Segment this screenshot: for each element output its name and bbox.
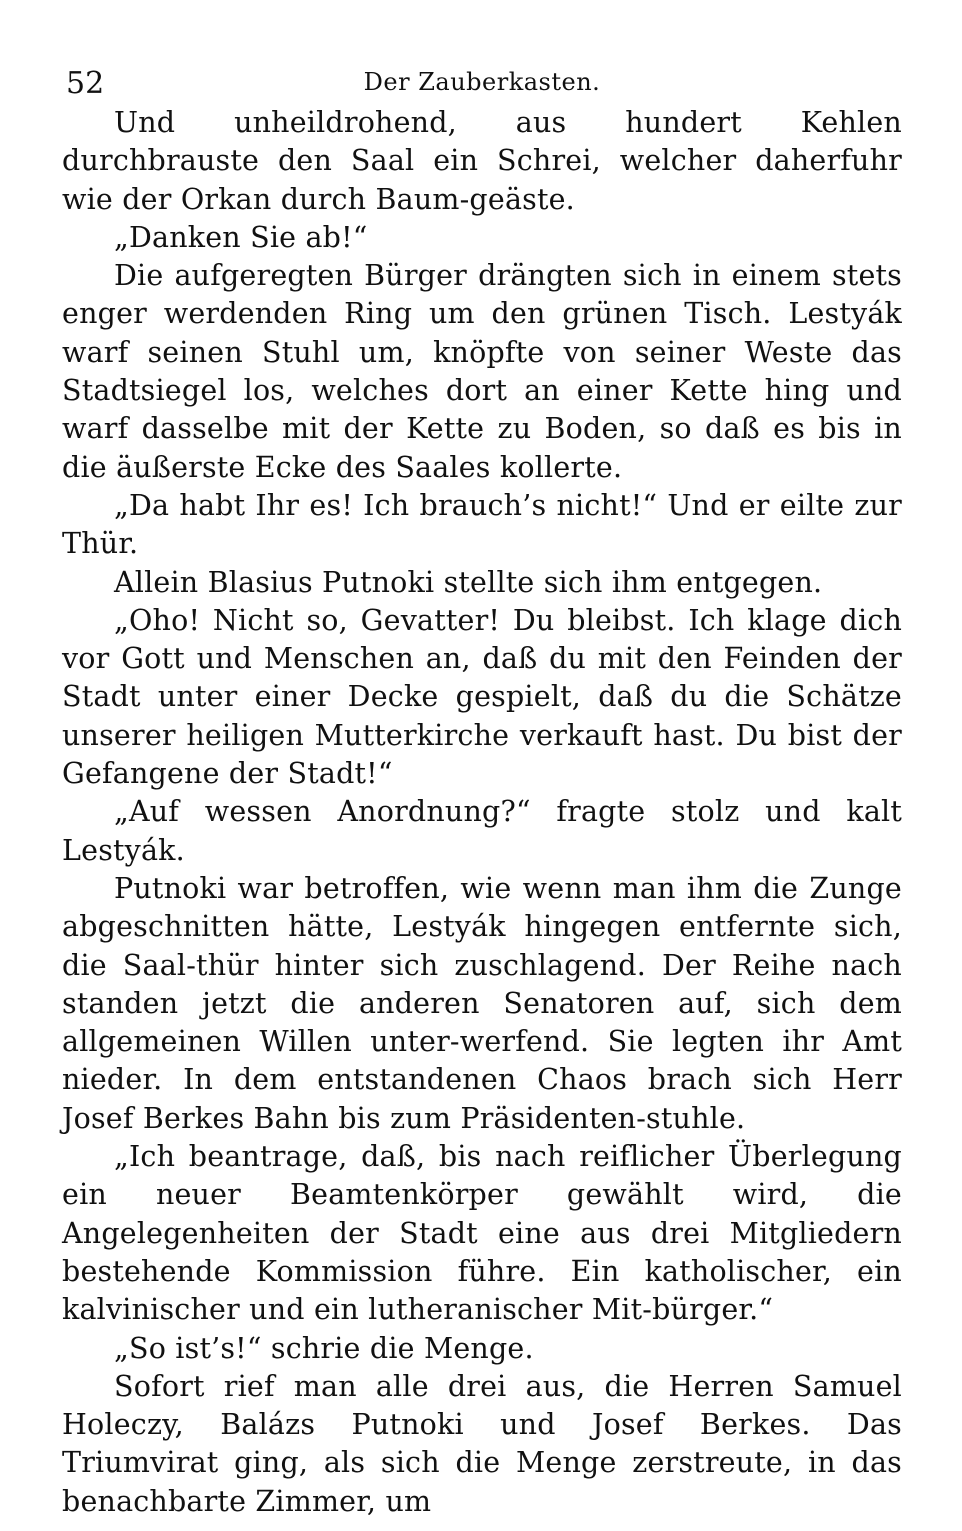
running-title: Der Zauberkasten. — [363, 68, 601, 96]
paragraph: „Ich beantrage, daß, bis nach reiflicher Überlegung ein neuer Beamtenkörper gewählt wird, die Angelegenheiten der Stadt eine aus drei Mitgliedern bestehende Kommission führe. Ein katholischer, ein kalvinischer und ein lutheranischer Mit-bürger.“ — [62, 1140, 902, 1327]
body-text — [62, 104, 902, 1521]
page-header — [62, 60, 902, 104]
paragraph: Die aufgeregten Bürger drängten sich in einem stets enger werdenden Ring um den grünen Tisch. Lestyák warf seinen Stuhl um, knöpfte von seiner Weste das Stadtsiegel los, welches dort an einer Kette hing und warf dasselbe mit der Kette zu Boden, so daß es bis in die äußerste Ecke des Saales kollerte. — [62, 259, 902, 484]
book-page — [62, 60, 902, 1521]
paragraph: „Danken Sie ab!“ — [114, 220, 368, 254]
paragraph: „Oho! Nicht so, Gevatter! Du bleibst. Ich klage dich vor Gott und Menschen an, daß du mit den Feinden der Stadt unter einer Decke gespielt, daß du die Schätze unserer heiligen Mutterkirche verkauft hast. Du bist der Gefangene der Stadt!“ — [62, 603, 902, 791]
paragraph: „So ist’s!“ schrie die Menge. — [114, 1331, 534, 1365]
page-number: 52 — [66, 66, 105, 101]
paragraph: Allein Blasius Putnoki stellte sich ihm entgegen. — [114, 565, 823, 599]
paragraph: Putnoki war betroffen, wie wenn man ihm die Zunge abgeschnitten hätte, Lestyák hingegen entfernte sich, die Saal-thür hinter sich zuschlagend. Der Reihe nach standen jetzt die anderen Senatoren auf, sich dem allgemeinen Willen unter-werfend. Sie legten ihr Amt nieder. In dem entstandenen Chaos brach sich Herr Josef Berkes Bahn bis zum Präsidenten-stuhle. — [62, 871, 902, 1135]
paragraph: Und unheildrohend, aus hundert Kehlen durchbrauste den Saal ein Schrei, welcher daherfuhr wie der Orkan durch Baum-geäste. — [62, 106, 902, 216]
paragraph: Sofort rief man alle drei aus, die Herren Samuel Holeczy, Balázs Putnoki und Josef Berkes. Das Triumvirat ging, als sich die Menge zerstreute, in das benachbarte Zimmer, um — [62, 1369, 902, 1518]
paragraph: „Da habt Ihr es! Ich brauch’s nicht!“ Und er eilte zur Thür. — [62, 488, 902, 561]
paragraph: „Auf wessen Anordnung?“ fragte stolz und kalt Lestyák. — [62, 795, 902, 867]
